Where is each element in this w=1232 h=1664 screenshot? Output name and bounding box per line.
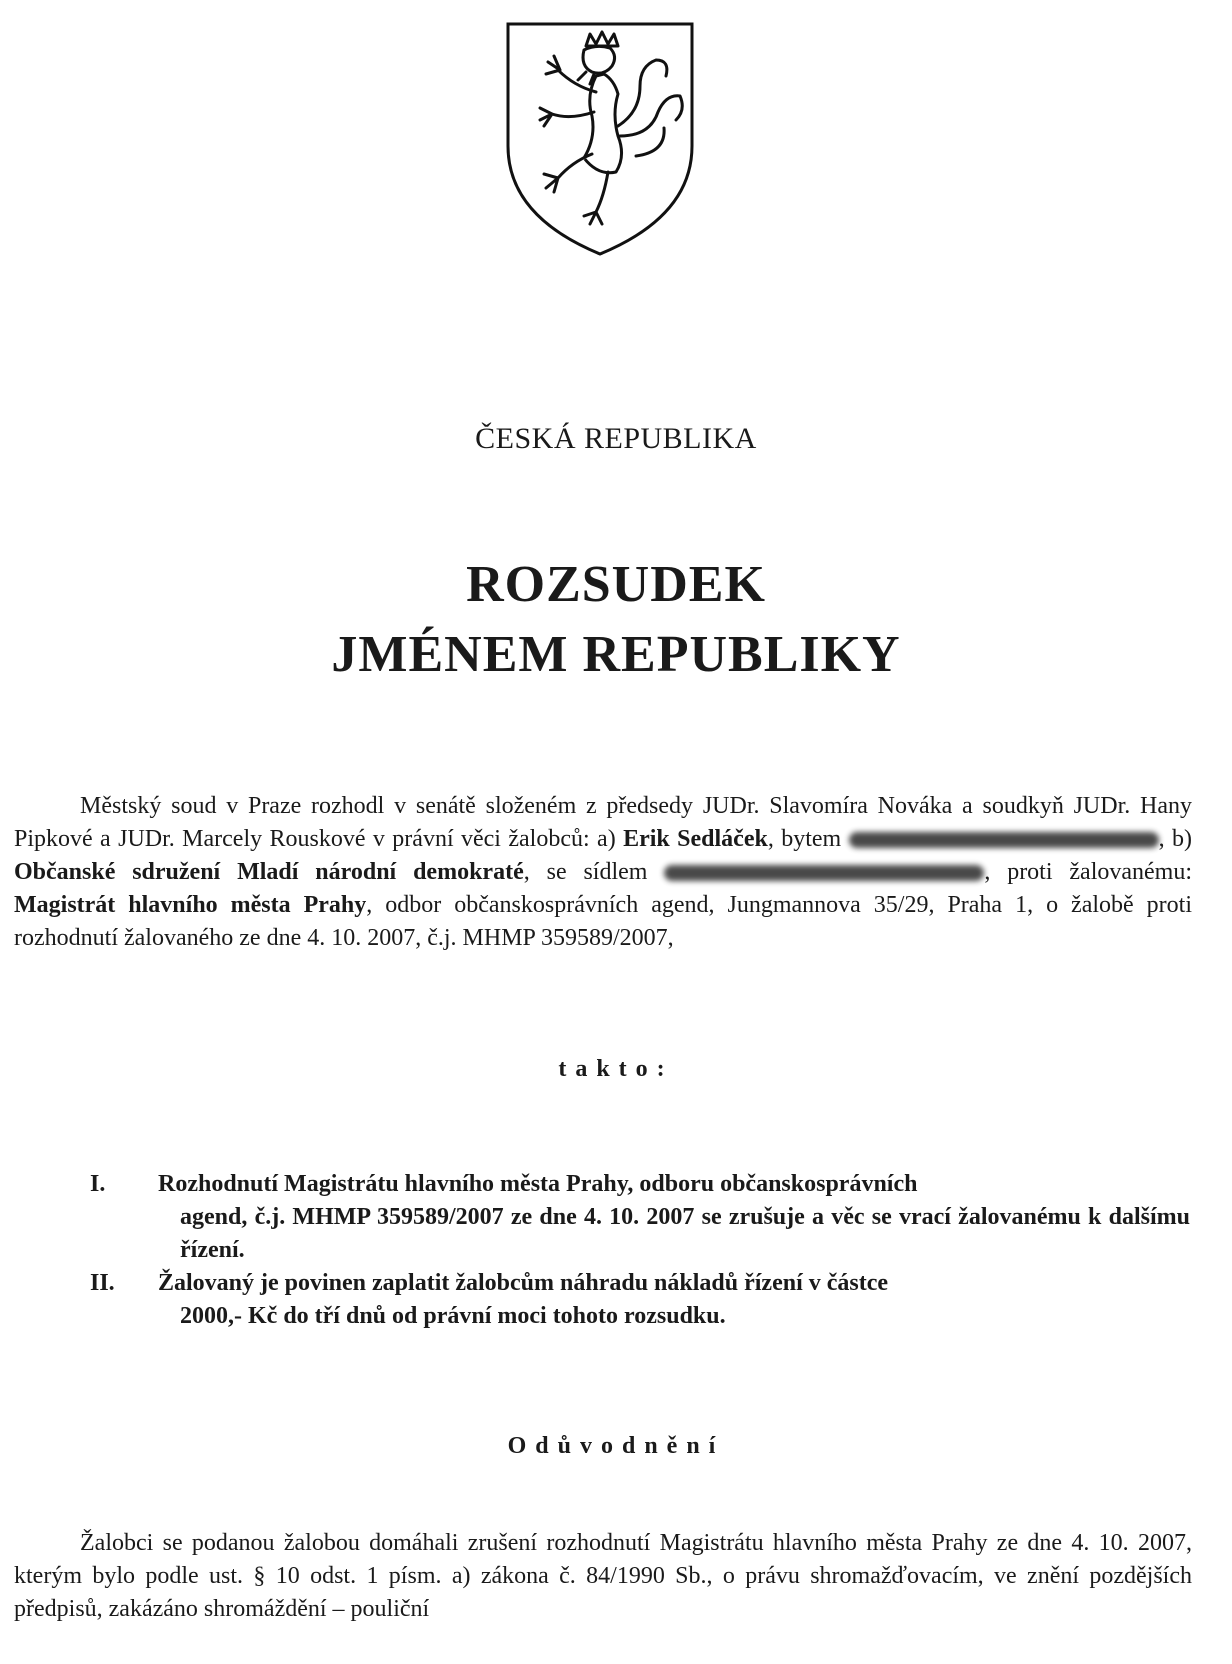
intro-text-2: , bytem	[767, 826, 849, 852]
redacted-address-b	[664, 865, 984, 881]
takto-heading: takto:	[558, 1056, 674, 1082]
verdict-text-first: Žalovaný je povinen zaplatit žalobcům náhradu nákladů řízení v částce	[158, 1270, 889, 1296]
verdict-text	[158, 1267, 1190, 1333]
intro-text-4: , se sídlem	[523, 859, 665, 885]
plaintiff-a-name: Erik Sedláček	[623, 826, 768, 852]
intro-text-1: Městský soud v Praze rozhodl v senátě složeném z předsedy JUDr. Slavomíra Nováka a soudkyň JUDr. Hany Pipkové a JUDr. Marcely Rouskové v právní věci žalobců: a)	[14, 793, 1192, 852]
czech-lion-coat-of-arms-icon	[500, 16, 700, 260]
verdict-text-rest: agend, č.j. MHMP 359589/2007 ze dne 4. 10. 2007 se zrušuje a věc se vrací žalovanému k dalšímu řízení.	[180, 1204, 1190, 1263]
country-heading: ČESKÁ REPUBLIKA	[475, 422, 757, 455]
verdict-text-first: Rozhodnutí Magistrátu hlavního města Prahy, odboru občanskosprávních	[158, 1171, 918, 1197]
verdict-number: II.	[90, 1270, 115, 1296]
verdict-number: I.	[90, 1171, 106, 1197]
intro-paragraph	[14, 790, 1192, 955]
reasoning-text: Žalobci se podanou žalobou domáhali zrušení rozhodnutí Magistrátu hlavního města Prahy ze dne 4. 10. 2007, kterým bylo podle ust. § 10 odst. 1 písm. a) zákona č. 84/1990 Sb., o právu shromažďovacím, ve znění pozdějších předpisů, zakázáno shromáždění – pouliční	[14, 1530, 1192, 1622]
verdict-text	[158, 1168, 1190, 1267]
verdict-text-rest: 2000,- Kč do tří dnů od právní moci tohoto rozsudku.	[180, 1303, 726, 1329]
intro-text-5: , proti žalovanému:	[984, 859, 1192, 885]
document-subtitle: JMÉNEM REPUBLIKY	[331, 626, 901, 683]
verdict-item	[90, 1267, 1190, 1333]
document-title: ROZSUDEK	[466, 556, 766, 613]
intro-text-6: , odbor občanskosprávních agend, Jungmannova 35/29, Praha 1, o žalobě proti rozhodnutí žalovaného ze dne 4. 10. 2007, č.j. MHMP 359589/2007,	[14, 892, 1192, 951]
plaintiff-b-name: Občanské sdružení Mladí národní demokraté	[14, 859, 524, 885]
defendant-name: Magistrát hlavního města Prahy	[14, 892, 367, 918]
intro-text-3: , b)	[1158, 826, 1193, 852]
redacted-address-a	[849, 832, 1159, 848]
verdict-item	[90, 1168, 1190, 1267]
reasoning-paragraph	[14, 1527, 1192, 1626]
reasoning-heading: Odůvodnění	[507, 1433, 725, 1459]
